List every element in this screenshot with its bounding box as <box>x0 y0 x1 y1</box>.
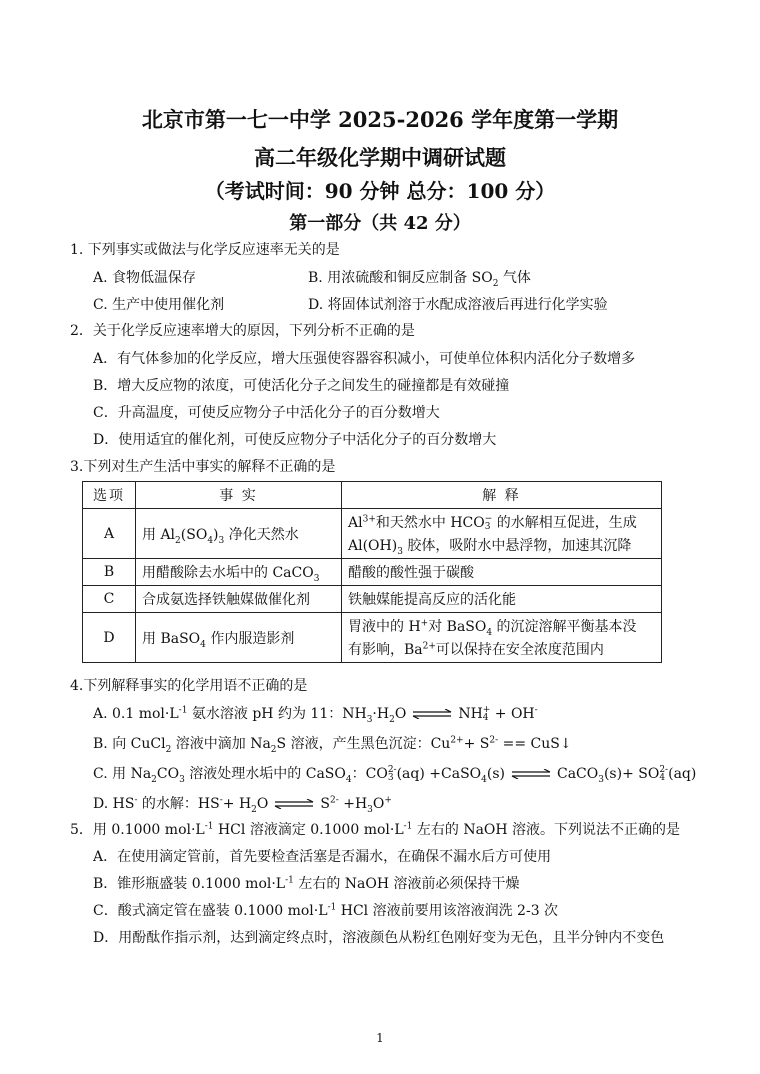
table-row <box>83 559 662 586</box>
q2-option-b: B．增大反应物的浓度，可使活化分子之间发生的碰撞都是有效碰撞 <box>93 378 510 394</box>
row-option: C <box>83 586 136 613</box>
q2-option-d: D．使用适宜的催化剂，可使反应物分子中活化分子的百分数增大 <box>93 432 497 448</box>
q1-option-c: C. 生产中使用催化剂 <box>93 297 225 313</box>
q4-option-c: C. 用 $Na_2CO_3$ 溶液处理水垢中的 CaSO$_4$：CO 2- 3 (aq) +CaSO$_4$(s) CaCO$_3$(s)+ SO 2- 4 (aq) <box>93 765 697 785</box>
q3-stem: 3.下列对生产生活中事实的解释不正确的是 <box>70 459 336 475</box>
row-fact: 用 $Al_2(SO_4)_3$ 净化天然水 <box>136 509 342 559</box>
header-option: 选项 <box>83 482 136 509</box>
q1-option-d: D. 将固体试剂溶于水配成溶液后再进行化学实验 <box>308 297 608 313</box>
q4-option-a: A. 0.1 $mol\cdot L^{-1}$ 氨水溶液 pH 约为 11：$NH_3\cdot H_2O$ NH + 4 + OH- <box>93 705 538 725</box>
q1-option-a: A. 食物低温保存 <box>93 270 197 286</box>
table-row <box>83 586 662 613</box>
q1-stem: 1. 下列事实或做法与化学反应速率无关的是 <box>70 242 340 258</box>
row-option: A <box>83 509 136 559</box>
q1-option-b: B. 用浓硫酸和铜反应制备 $SO_2$ 气体 <box>308 270 531 289</box>
row-explanation: 醋酸的酸性强于碳酸 <box>342 559 662 586</box>
q5-option-a: A．在使用滴定管前，首先要检查活塞是否漏水，在确保不漏水后方可使用 <box>93 849 552 865</box>
equilibrium-arrow-icon <box>511 769 551 779</box>
q2-stem: 2．关于化学反应速率增大的原因，下列分析不正确的是 <box>70 323 415 339</box>
header-explanation: 解 释 <box>342 482 662 509</box>
q5-option-d: D．用酚酞作指示剂，达到滴定终点时，溶液颜色从粉红色刚好变为无色，且半分钟内不变色 <box>93 930 665 946</box>
table-header-row <box>83 482 662 509</box>
table-row <box>83 509 662 559</box>
equilibrium-arrow-icon <box>274 799 314 809</box>
row-option: D <box>83 613 136 663</box>
page-number: 1 <box>376 1031 384 1045</box>
q5-stem: 5．用 0.1000 $mol\cdot L^{-1}$ HCl 溶液滴定 0.1000 $mol\cdot L^{-1}$ 左右的 NaOH 溶液。下列说法不正确的是 <box>70 821 681 838</box>
row-fact: 用 BaSO$_4$ 作内服造影剂 <box>136 613 342 663</box>
q2-option-a: A．有气体参加的化学反应，增大压强使容器容积减小，可使单位体积内活化分子数增多 <box>93 351 636 367</box>
row-option: B <box>83 559 136 586</box>
exam-title: 高二年级化学期中调研试题 <box>254 145 506 170</box>
q4-option-d: D. HS- 的水解：$HS^-+ H_2O$ $S^{2-} +H_3O^+$ <box>93 795 392 815</box>
row-explanation: 胃液中的 H+对 BaSO$_4$ 的沉淀溶解平衡基本没 有影响，$Ba^{2+}$可以保持在安全浓度范围内 <box>342 613 662 663</box>
row-fact: 合成氨选择铁触媒做催化剂 <box>136 586 342 613</box>
q5-option-c: C．酸式滴定管在盛装 0.1000 $mol\cdot L^{-1}$ HCl 溶液前要用该溶液润洗 2-3 次 <box>93 902 559 919</box>
section-title: 第一部分（共 42 分） <box>289 213 471 234</box>
table-row <box>83 613 662 663</box>
q4-stem: 4.下列解释事实的化学用语不正确的是 <box>70 678 308 694</box>
row-fact: 用醋酸除去水垢中的 CaCO$_3$ <box>136 559 342 586</box>
header-fact: 事 实 <box>136 482 342 509</box>
row-explanation: $Al^{3+}$和天然水中 HCO − 3 的水解相互促进，生成 $Al(OH)_3$ 胶体，吸附水中悬浮物，加速其沉降 <box>342 509 662 559</box>
exam-info: （考试时间：90 分钟 总分：100 分） <box>204 179 556 203</box>
q5-option-b: B．锥形瓶盛装 0.1000 $mol\cdot L^{-1}$ 左右的 NaOH 溶液前必须保持干燥 <box>93 875 520 892</box>
school-title: 北京市第一七一中学 2025-2026 学年度第一学期 <box>141 107 619 132</box>
q3-table <box>82 481 662 663</box>
equilibrium-arrow-icon <box>412 709 452 719</box>
q4-option-b: B. 向 CuCl$_2$ 溶液中滴加 $Na_2S$ 溶液，产生黑色沉淀：$Cu^{2+}+ S^{2-}$ == CuS↓ <box>93 735 572 755</box>
row-explanation: 铁触媒能提高反应的活化能 <box>342 586 662 613</box>
q2-option-c: C．升高温度，可使反应物分子中活化分子的百分数增大 <box>93 405 440 421</box>
